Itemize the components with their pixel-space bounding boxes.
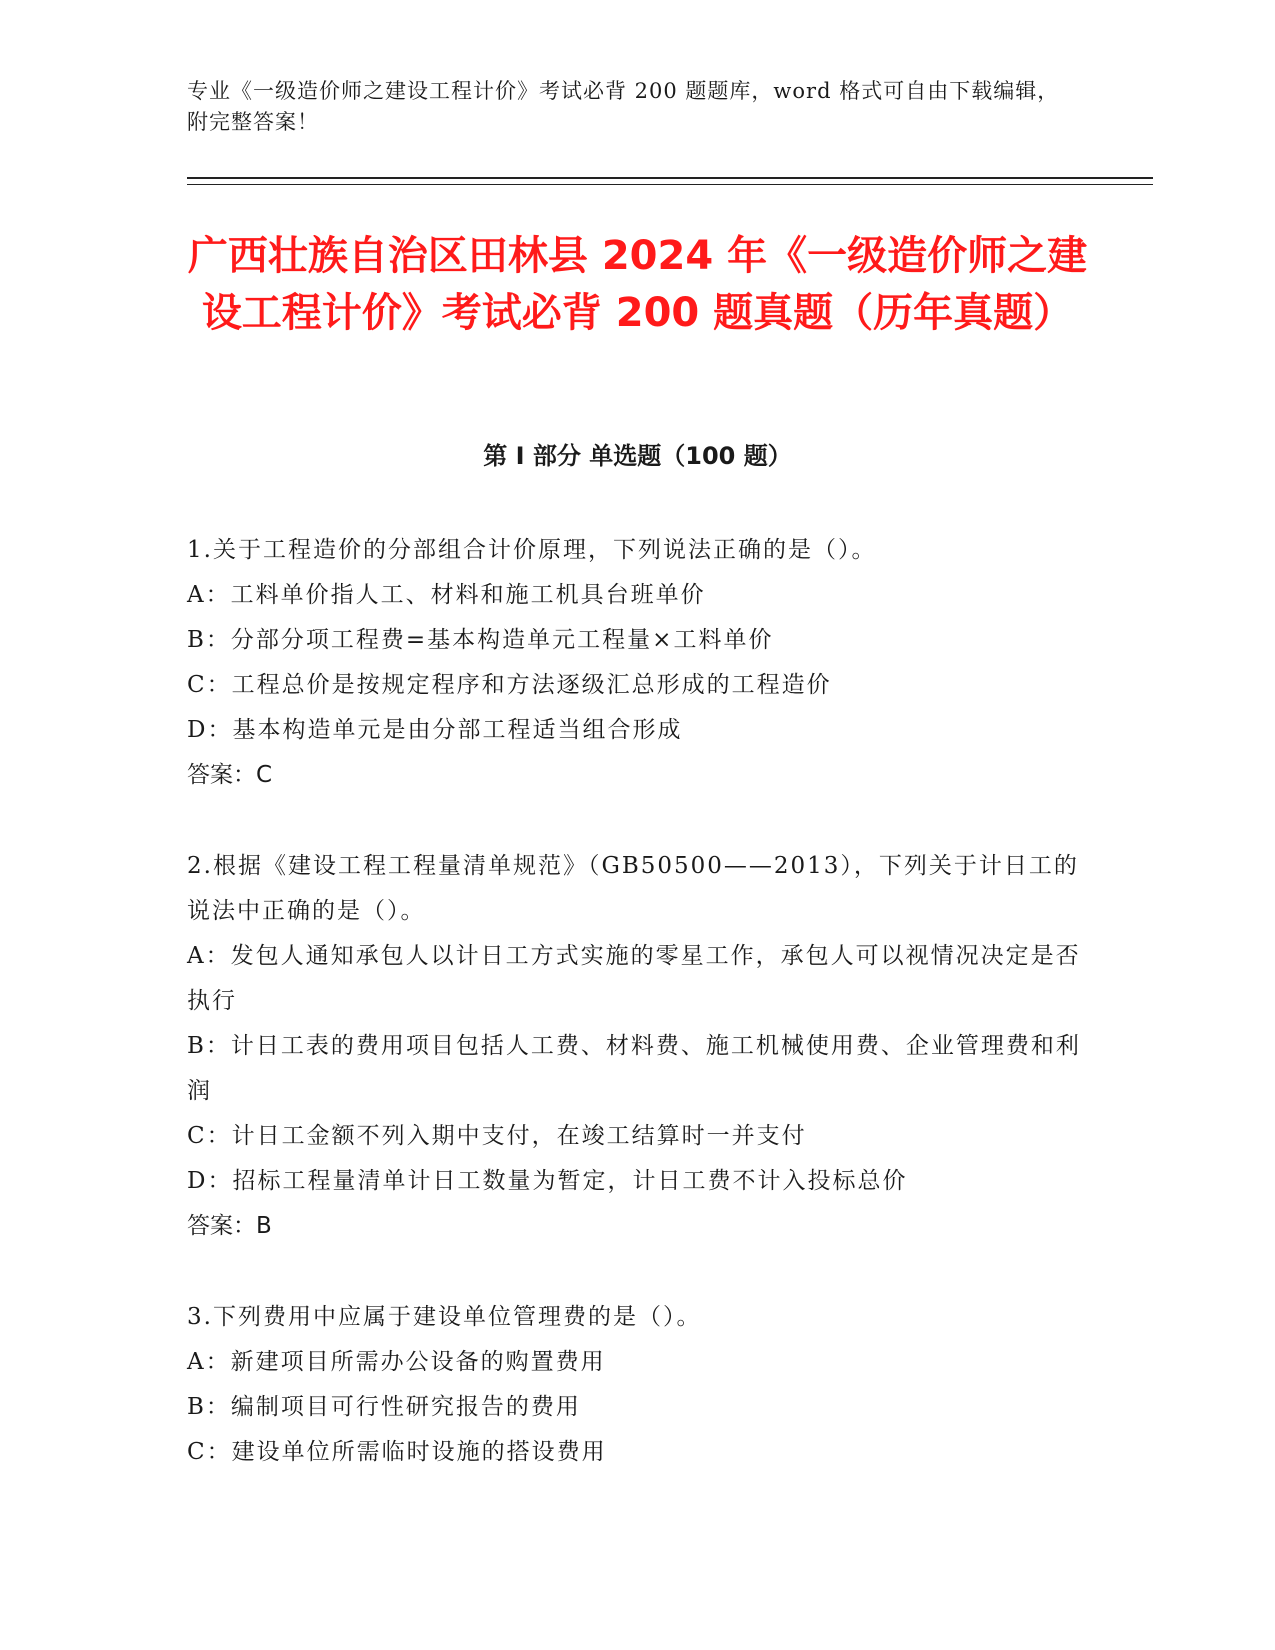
question-2 [187,844,1087,1249]
answer-line: 答案：C [187,762,273,788]
header-divider-thin [187,184,1153,185]
question-stem: 3.下列费用中应属于建设单位管理费的是（）。 [187,1304,702,1330]
header-note: 专业《一级造价师之建设工程计价》考试必背 200 题题库，word 格式可自由下载编辑，附完整答案！ [187,79,1060,134]
option-c: C：建设单位所需临时设施的搭设费用 [187,1439,607,1465]
option-b: B：编制项目可行性研究报告的费用 [187,1394,581,1420]
question-stem: 2.根据《建设工程工程量清单规范》（GB50500——2013），下列关于计日工的说法中正确的是（）。 [187,853,1079,924]
header-divider-thick [187,177,1153,179]
option-d: D：基本构造单元是由分部工程适当组合形成 [187,717,683,743]
question-list [187,528,1087,1521]
question-stem: 1.关于工程造价的分部组合计价原理，下列说法正确的是（）。 [187,537,877,563]
option-a: A：新建项目所需办公设备的购置费用 [187,1349,606,1375]
question-3 [187,1295,1087,1475]
option-b: B：分部分项工程费=基本构造单元工程量×工料单价 [187,627,774,653]
option-a: A：发包人通知承包人以计日工方式实施的零星工作，承包人可以视情况决定是否执行 [187,943,1081,1014]
option-c: C：工程总价是按规定程序和方法逐级汇总形成的工程造价 [187,672,832,698]
question-1 [187,528,1087,798]
section-heading: 第 I 部分 单选题（100 题） [483,442,792,470]
answer-line: 答案：B [187,1213,272,1239]
option-c: C：计日工金额不列入期中支付，在竣工结算时一并支付 [187,1123,807,1149]
option-d: D：招标工程量清单计日工数量为暂定，计日工费不计入投标总价 [187,1168,908,1194]
option-a: A：工料单价指人工、材料和施工机具台班单价 [187,582,706,608]
page-title: 广西壮族自治区田林县 2024 年《一级造价师之建设工程计价》考试必背 200 题真题（历年真题） [187,233,1088,336]
option-b: B：计日工表的费用项目包括人工费、材料费、施工机械使用费、企业管理费和利润 [187,1033,1081,1104]
